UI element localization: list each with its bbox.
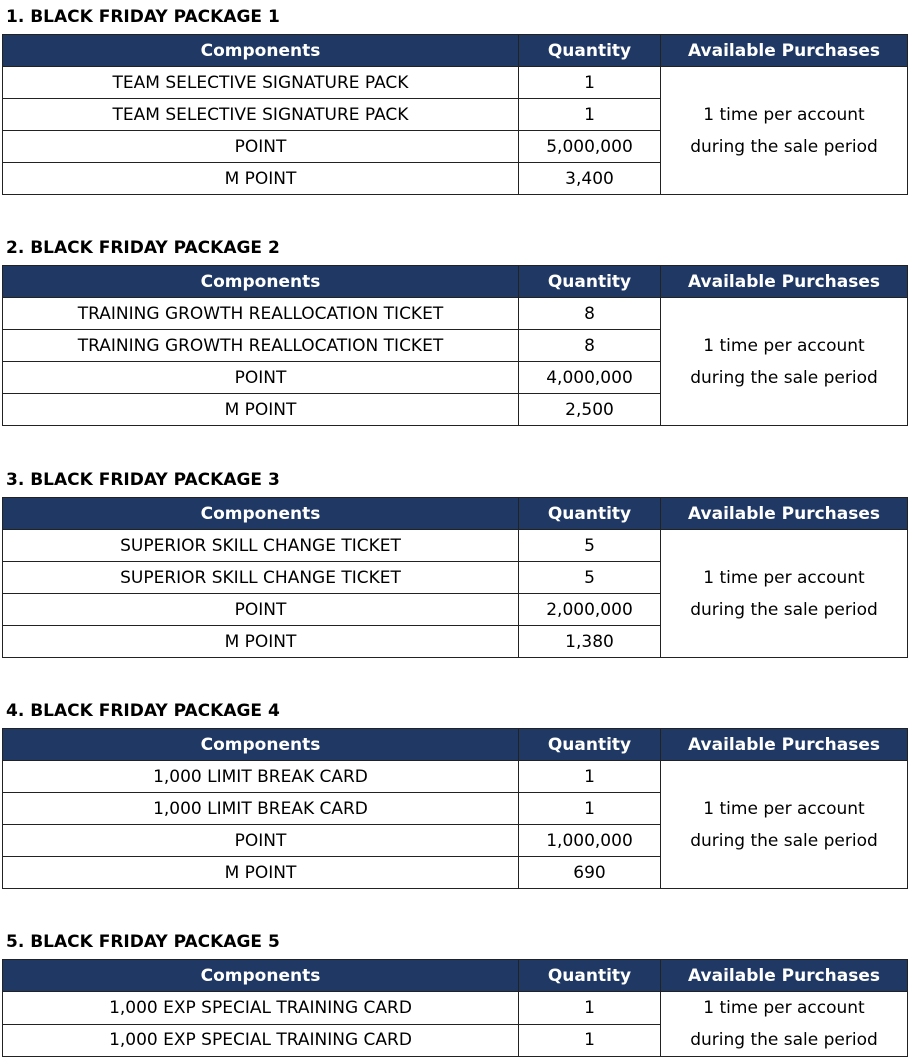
package-table — [2, 959, 908, 1057]
purchase-limit-line2: during the sale period — [690, 830, 878, 851]
component-cell: M POINT — [3, 626, 519, 658]
quantity-cell: 2,000,000 — [519, 594, 661, 626]
quantity-cell: 2,500 — [519, 394, 661, 426]
quantity-cell: 1 — [519, 99, 661, 131]
header-row — [3, 498, 908, 530]
purchase-limit-line1: 1 time per account — [703, 998, 865, 1018]
header-purchases: Available Purchases — [661, 266, 908, 298]
component-cell: 1,000 LIMIT BREAK CARD — [3, 761, 519, 793]
package-section — [2, 694, 907, 889]
header-row — [3, 35, 908, 67]
component-cell: TEAM SELECTIVE SIGNATURE PACK — [3, 99, 519, 131]
package-table — [2, 497, 908, 658]
header-row — [3, 960, 908, 992]
package-section — [2, 231, 907, 426]
quantity-cell: 1,380 — [519, 626, 661, 658]
component-cell: 1,000 LIMIT BREAK CARD — [3, 793, 519, 825]
component-cell: 1,000 EXP SPECIAL TRAINING CARD — [3, 992, 519, 1025]
component-cell: POINT — [3, 131, 519, 163]
quantity-cell: 8 — [519, 298, 661, 330]
header-purchases: Available Purchases — [661, 35, 908, 67]
quantity-cell: 5,000,000 — [519, 131, 661, 163]
header-components: Components — [3, 35, 519, 67]
purchase-limit-line2: during the sale period — [690, 367, 878, 388]
component-cell: SUPERIOR SKILL CHANGE TICKET — [3, 562, 519, 594]
header-purchases: Available Purchases — [661, 498, 908, 530]
package-section — [2, 0, 907, 195]
component-cell: 1,000 EXP SPECIAL TRAINING CARD — [3, 1024, 519, 1057]
package-title: 4. BLACK FRIDAY PACKAGE 4 — [6, 701, 280, 721]
header-quantity: Quantity — [519, 498, 661, 530]
header-row — [3, 266, 908, 298]
table-row — [3, 67, 908, 99]
purchase-limit-cell — [661, 530, 908, 658]
header-quantity: Quantity — [519, 35, 661, 67]
purchase-limit-cell — [661, 761, 908, 889]
table-row — [3, 761, 908, 793]
component-cell: POINT — [3, 825, 519, 857]
purchase-limit-cell — [661, 298, 908, 426]
package-section — [2, 463, 907, 658]
quantity-cell: 1 — [519, 1024, 661, 1057]
component-cell: M POINT — [3, 394, 519, 426]
quantity-cell: 1,000,000 — [519, 825, 661, 857]
package-title: 1. BLACK FRIDAY PACKAGE 1 — [6, 7, 280, 27]
quantity-cell: 1 — [519, 761, 661, 793]
component-cell: M POINT — [3, 857, 519, 889]
header-components: Components — [3, 960, 519, 992]
header-quantity: Quantity — [519, 960, 661, 992]
purchase-limit-line1: 1 time per account — [703, 104, 865, 125]
package-title: 5. BLACK FRIDAY PACKAGE 5 — [6, 932, 280, 952]
quantity-cell: 5 — [519, 562, 661, 594]
purchase-limit-cell — [661, 67, 908, 195]
component-cell: M POINT — [3, 163, 519, 195]
quantity-cell: 4,000,000 — [519, 362, 661, 394]
package-table — [2, 265, 908, 426]
package-title: 3. BLACK FRIDAY PACKAGE 3 — [6, 470, 280, 490]
package-table — [2, 728, 908, 889]
quantity-cell: 5 — [519, 530, 661, 562]
component-cell: POINT — [3, 594, 519, 626]
quantity-cell: 8 — [519, 330, 661, 362]
component-cell: TEAM SELECTIVE SIGNATURE PACK — [3, 67, 519, 99]
header-components: Components — [3, 266, 519, 298]
table-row — [3, 992, 908, 1025]
purchase-limit-line1: 1 time per account — [703, 567, 865, 588]
table-row — [3, 530, 908, 562]
table-row — [3, 298, 908, 330]
package-section — [2, 925, 907, 1057]
quantity-cell: 1 — [519, 992, 661, 1025]
quantity-cell: 3,400 — [519, 163, 661, 195]
component-cell: SUPERIOR SKILL CHANGE TICKET — [3, 530, 519, 562]
quantity-cell: 1 — [519, 793, 661, 825]
purchase-limit-line1: 1 time per account — [703, 335, 865, 356]
quantity-cell: 1 — [519, 67, 661, 99]
purchase-limit-line2: during the sale period — [690, 136, 878, 157]
header-row — [3, 729, 908, 761]
purchase-limit-line2: during the sale period — [690, 1030, 878, 1050]
purchase-limit-cell — [661, 992, 908, 1057]
header-quantity: Quantity — [519, 266, 661, 298]
purchase-limit-line2: during the sale period — [690, 599, 878, 620]
header-quantity: Quantity — [519, 729, 661, 761]
header-purchases: Available Purchases — [661, 729, 908, 761]
quantity-cell: 690 — [519, 857, 661, 889]
purchase-limit-line1: 1 time per account — [703, 798, 865, 819]
component-cell: POINT — [3, 362, 519, 394]
package-title: 2. BLACK FRIDAY PACKAGE 2 — [6, 238, 280, 258]
component-cell: TRAINING GROWTH REALLOCATION TICKET — [3, 330, 519, 362]
header-components: Components — [3, 729, 519, 761]
component-cell: TRAINING GROWTH REALLOCATION TICKET — [3, 298, 519, 330]
package-table — [2, 34, 908, 195]
header-components: Components — [3, 498, 519, 530]
header-purchases: Available Purchases — [661, 960, 908, 992]
